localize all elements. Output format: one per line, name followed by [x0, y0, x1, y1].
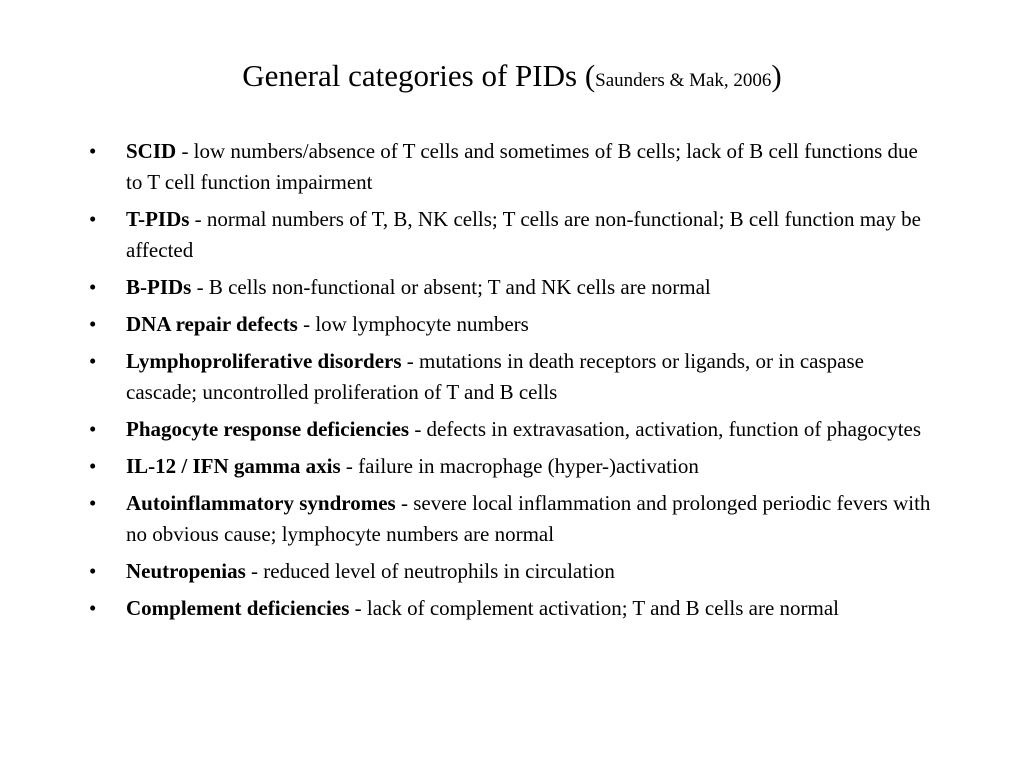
list-item: [89, 346, 939, 408]
title-text: General categories of PIDs (: [242, 58, 596, 93]
item-term: Autoinflammatory syndromes: [126, 491, 396, 515]
list-item: [89, 488, 939, 550]
bullet-icon: •: [89, 454, 97, 478]
item-term: DNA repair defects: [126, 312, 298, 336]
item-term: B-PIDs: [126, 275, 192, 299]
item-description: - B cells non-functional or absent; T and NK cells are normal: [191, 275, 711, 299]
bullet-icon: •: [89, 596, 97, 620]
item-description: - lack of complement activation; T and B cells are normal: [349, 596, 840, 620]
bullet-icon: •: [89, 349, 97, 373]
item-term: Lymphoproliferative disorders: [126, 349, 402, 373]
bullet-icon: •: [89, 275, 97, 299]
item-description: - normal numbers of T, B, NK cells; T cells are non-functional; B cell function may be affected: [126, 207, 921, 262]
list-item: [89, 309, 939, 340]
list-item: [89, 593, 939, 624]
bullet-icon: •: [89, 207, 97, 231]
list-item: [89, 272, 939, 303]
item-description: - defects in extravasation, activation, function of phagocytes: [409, 417, 922, 441]
title-close-paren: ): [771, 58, 782, 93]
item-description: - severe local inflammation and prolonged periodic fevers with no obvious cause; lymphocyte numbers are normal: [126, 491, 931, 546]
list-item: [89, 136, 939, 198]
bullet-icon: •: [89, 559, 97, 583]
list-item: [89, 204, 939, 266]
item-term: IL-12 / IFN gamma axis: [126, 454, 341, 478]
list-item: [89, 414, 939, 445]
list-item: [89, 451, 939, 482]
item-term: SCID: [126, 139, 177, 163]
title-citation: Saunders & Mak, 2006: [595, 70, 772, 91]
item-term: Neutropenias: [126, 559, 246, 583]
item-term: Phagocyte response deficiencies: [126, 417, 410, 441]
bullet-icon: •: [89, 312, 97, 336]
item-description: - reduced level of neutrophils in circulation: [245, 559, 615, 583]
item-term: T-PIDs: [126, 207, 190, 231]
bullet-icon: •: [89, 491, 97, 515]
bullet-icon: •: [89, 417, 97, 441]
item-description: - mutations in death receptors or ligands, or in caspase cascade; uncontrolled proliferation of T and B cells: [126, 349, 864, 404]
slide-title: [0, 56, 1024, 101]
bullet-list: [89, 136, 939, 630]
item-description: - low numbers/absence of T cells and sometimes of B cells; lack of B cell functions due to T cell function impairment: [126, 139, 918, 194]
list-item: [89, 556, 939, 587]
item-description: - low lymphocyte numbers: [297, 312, 529, 336]
bullet-icon: •: [89, 139, 97, 163]
item-term: Complement deficiencies: [126, 596, 350, 620]
item-description: - failure in macrophage (hyper-)activation: [340, 454, 699, 478]
